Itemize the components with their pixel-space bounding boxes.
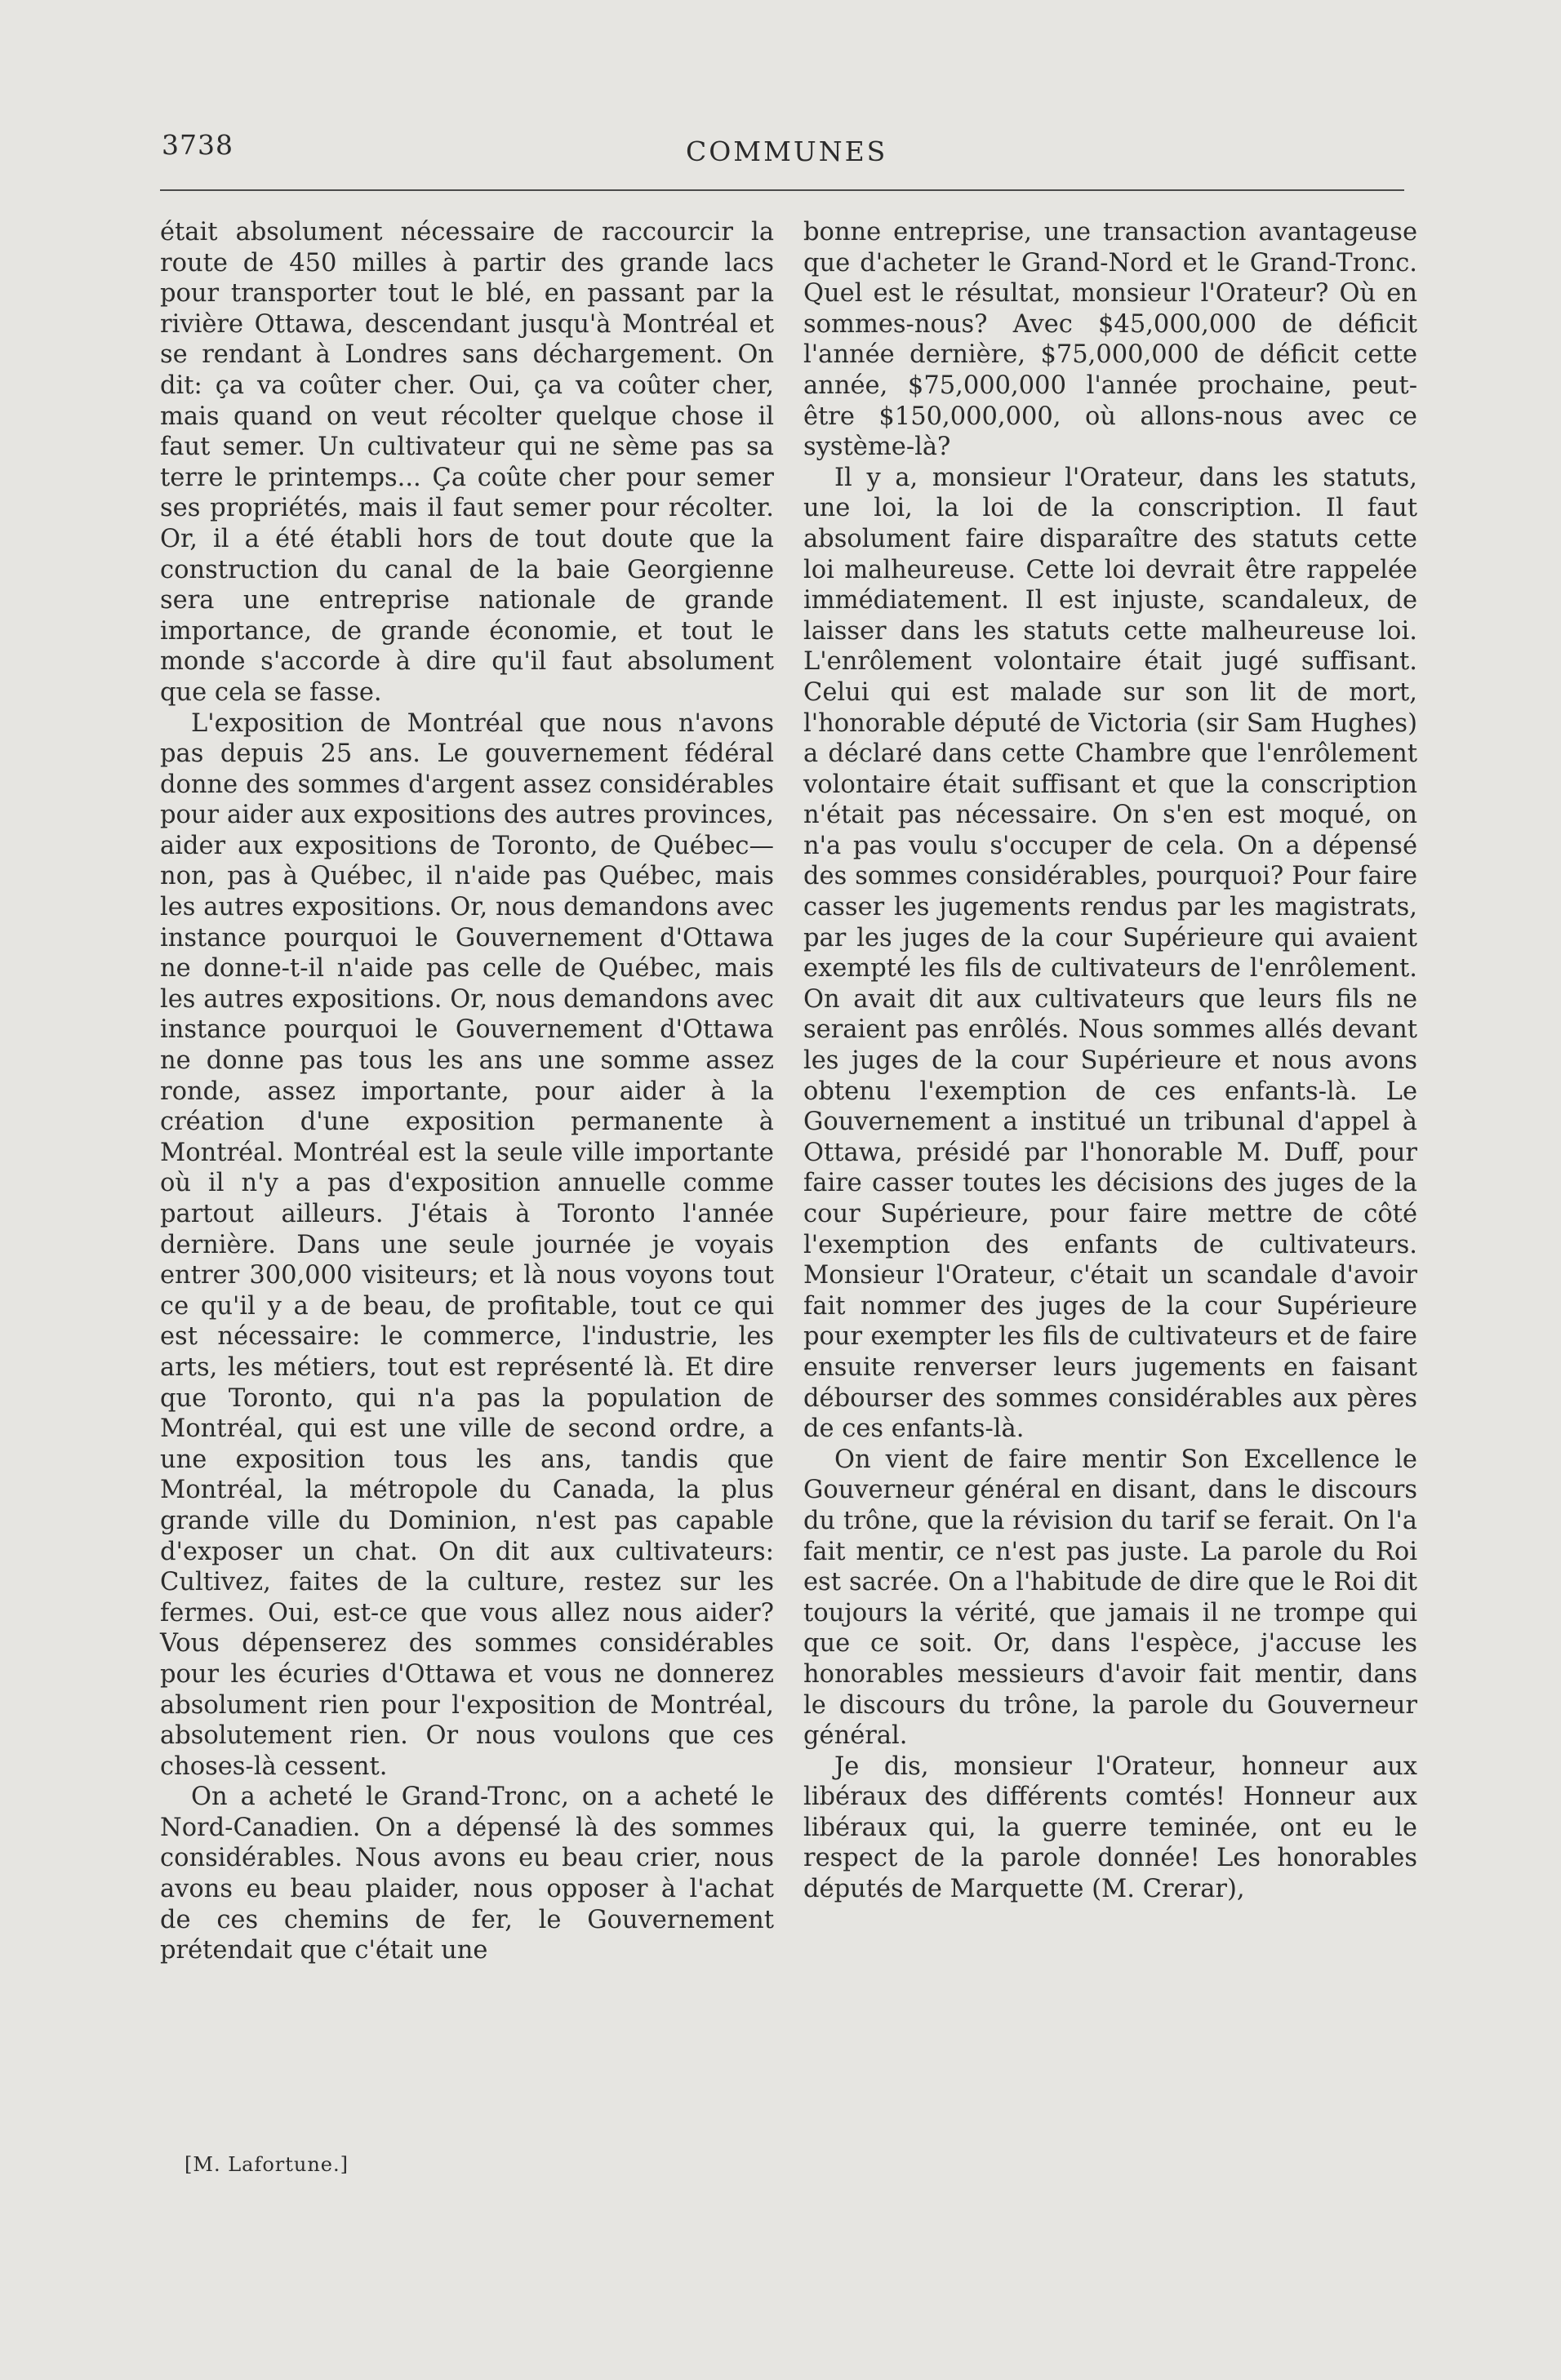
right-paragraph-1: bonne entreprise, une transaction avantageuse que d'acheter le Grand-Nord et le Grand-Tronc. Quel est le résultat, monsieur l'Orateur? Où en sommes-nous? Avec $45,000,000 de déficit l'année dernière, $75,000,000 de déficit cette année, $75,000,000 l'année prochaine, peut-être $150,000,000, où allons-nous avec ce système-là? <box>803 218 1417 462</box>
right-column <box>803 217 1417 1905</box>
speaker-signature: [M. Lafortune.] <box>185 2153 349 2176</box>
left-column <box>160 217 774 1966</box>
page-number: 3738 <box>162 129 233 161</box>
right-paragraph-3: On vient de faire mentir Son Excellence le Gouverneur général en disant, dans le discours du trône, que la révision du tarif se ferait. On l'a fait mentir, ce n'est pas juste. La parole du Roi est sacrée. On a l'habitude de dire que le Roi dit toujours la vérité, que jamais il ne trompe qui que ce soit. Or, dans l'espèce, j'accuse les honorables messieurs d'avoir fait mentir, dans le discours du trône, la parole du Gouverneur général. <box>803 1445 1417 1751</box>
right-paragraph-2: Il y a, monsieur l'Orateur, dans les statuts, une loi, la loi de la conscription. Il faut absolument faire disparaître des statuts cette loi malheureuse. Cette loi devrait être rappelée immédiatement. Il est injuste, scandaleux, de laisser dans les statuts cette malheureuse loi. L'enrôlement volontaire était jugé suffisant. Celui qui est malade sur son lit de mort, l'honorable député de Victoria (sir Sam Hughes) a déclaré dans cette Chambre que l'enrôlement volontaire était suffisant et que la conscription n'était pas nécessaire. On s'en est moqué, on n'a pas voulu s'occuper de cela. On a dépensé des sommes considérables, pourquoi? Pour faire casser les jugements rendus par les magistrats, par les juges de la cour Supérieure qui avaient exempté les fils de cultivateurs de l'enrôlement. On avait dit aux cultivateurs que leurs fils ne seraient pas enrôlés. Nous sommes allés devant les juges de la cour Supérieure et nous avons obtenu l'exemption de ces enfants-là. Le Gouvernement a institué un tribunal d'appel à Ottawa, présidé par l'honorable M. Duff, pour faire casser toutes les décisions des juges de la cour Supérieure, pour faire mettre de côté l'exemption des enfants de cultivateurs. Monsieur l'Orateur, c'était un scandale d'avoir fait nommer des juges de la cour Supérieure pour exempter les fils de cultivateurs et de faire ensuite renverser leurs jugements en faisant débourser des sommes considérables aux pères de ces enfants-là. <box>803 463 1417 1444</box>
left-paragraph-3: On a acheté le Grand-Tronc, on a acheté le Nord-Canadien. On a dépensé là des sommes considérables. Nous avons eu beau crier, nous avons eu beau plaider, nous opposer à l'achat de ces chemins de fer, le Gouvernement prétendait que c'était une <box>160 1783 774 1965</box>
header-rule <box>160 189 1404 191</box>
running-head: COMMUNES <box>686 135 888 167</box>
left-paragraph-1: était absolument nécessaire de raccourcir la route de 450 milles à partir des grande lacs pour transporter tout le blé, en passant par la rivière Ottawa, descendant jusqu'à Montréal et se rendant à Londres sans déchargement. On dit: ça va coûter cher. Oui, ça va coûter cher, mais quand on veut récolter quelque chose il faut semer. Un cultivateur qui ne sème pas sa terre le printemps... Ça coûte cher pour semer ses propriétés, mais il faut semer pour récolter. Or, il a été établi hors de tout doute que la construction du canal de la baie Georgienne sera une entreprise nationale de grande importance, de grande économie, et tout le monde s'accorde à dire qu'il faut absolument que cela se fasse. <box>160 218 774 707</box>
right-paragraph-4: Je dis, monsieur l'Orateur, honneur aux libéraux des différents comtés! Honneur aux libéraux qui, la guerre teminée, ont eu le respect de la parole donnée! Les honorables députés de Marquette (M. Crerar), <box>803 1752 1417 1904</box>
left-paragraph-2: L'exposition de Montréal que nous n'avons pas depuis 25 ans. Le gouvernement fédéral donne des sommes d'argent assez considérables pour aider aux expositions des autres provinces, aider aux expositions de Toronto, de Québec—non, pas à Québec, il n'aide pas Québec, mais les autres expositions. Or, nous demandons avec instance pourquoi le Gouvernement d'Ottawa ne donne-t-il n'aide pas celle de Québec, mais les autres expositions. Or, nous demandons avec instance pourquoi le Gouvernement d'Ottawa ne donne pas tous les ans une somme assez ronde, assez importante, pour aider à la création d'une exposition permanente à Montréal. Montréal est la seule ville importante où il n'y a pas d'exposition annuelle comme partout ailleurs. J'étais à Toronto l'année dernière. Dans une seule journée je voyais entrer 300,000 visiteurs; et là nous voyons tout ce qu'il y a de beau, de profitable, tout ce qui est nécessaire: le commerce, l'industrie, les arts, les métiers, tout est représenté là. Et dire que Toronto, qui n'a pas la population de Montréal, qui est une ville de second ordre, a une exposition tous les ans, tandis que Montréal, la métropole du Canada, la plus grande ville du Dominion, n'est pas capable d'exposer un chat. On dit aux cultivateurs: Cultivez, faites de la culture, restez sur les fermes. Oui, est-ce que vous allez nous aider? Vous dépenserez des sommes considérables pour les écuries d'Ottawa et vous ne donnerez absolument rien pour l'exposition de Montréal, absolutement rien. Or nous voulons que ces choses-là cessent. <box>160 708 774 1781</box>
